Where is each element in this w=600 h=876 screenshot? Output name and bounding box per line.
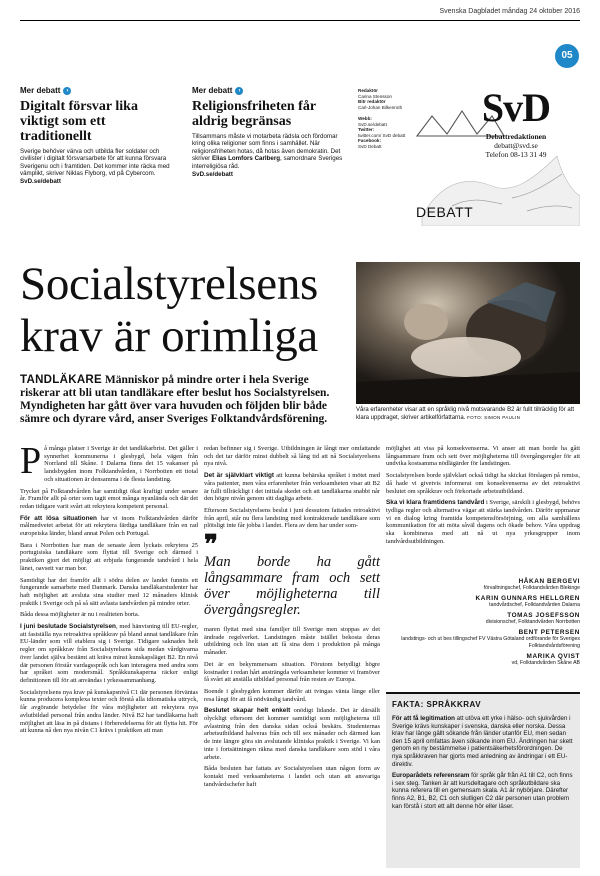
photo-credit: FOTO: SIMON PAULIN — [467, 415, 521, 421]
teaser-kicker: Mer debatt › — [20, 86, 180, 95]
article-ingress: TANDLÄKARE Människor på mindre orter i hela Sverige riskerar att bli utan tandläkare efter beslut hos Socialstyrelsen. Myndigheten har gått över vara huvuden och följden blir både sämre och dyrare vård, anser Sveriges Folktandvårdsförening. — [20, 374, 330, 425]
masthead — [412, 86, 580, 226]
teaser-body: Sverige behöver värva och utbilda fler soldater och civilister i digitalt försvarsarbete för att kunna försvara Sverigenu och i framtiden. Det kommer inte räcka med vämplikt, skriver Niklas Flyborg, vd på Cybercom. — [20, 148, 170, 178]
fakta-box — [386, 692, 580, 868]
arrow-right-icon: › — [63, 87, 71, 95]
masthead-contact: Debattredaktionen debatt@svd.se Telefon 08-13 31 49 — [485, 132, 547, 159]
paragraph: Båda dessa möjligheter är nu i realiteten borta. — [20, 611, 140, 619]
dateline: Svenska Dagbladet måndag 24 oktober 2016 — [439, 8, 580, 15]
paragraph: Det är en bekymmersam situation. Förutom betydligt högre kostnader i redan hårt ansträngda verksamheter kommer vi framöver få svårt att anställa utbildad personal från resten av Europa. — [204, 660, 380, 684]
paragraph: För att lösa situationen har vi inom Folktandvården därför målmedvetet arbetat för att rekrytera färdiga tandläkare från en rad europeiska länder, bland annat Polen och Portugal. — [20, 514, 198, 538]
svd-logo: SvD — [481, 86, 551, 130]
paragraph: maren flyttat med sina familjer till Sverige men stoppas av det ändrade regelverket. Landstingen måste istället bekosta deras utbildning och lön utan att få sina dem i produktion på många månader. — [204, 626, 380, 657]
article-photo — [356, 262, 580, 404]
page-number-badge: 05 — [555, 44, 579, 68]
article-column-1 — [20, 440, 198, 739]
paragraph: möjlighet att visa på konsekvenserna. Vi anser att man borde ha gått långsammare fram och sett över möjligheterna till övergångsregler för att undvika kostsamma nödlägärder för landstingen. — [386, 445, 580, 468]
fakta-body: För att få legitimation att utöva ett yrke i hälso- och sjukvården i Sverige krävs kunskaper i svenska, danska eller norska. Dessa krav har länge gällt sökande från länder utanför EU, men sedan den 15 april omfattas även sökande inom EU. Ändringen har skett genom en ny bestämmelse i patientsäkerhetsförordningen. De nya språkkraven har gjorts med anledning av ändringar i ett EU-direktiv. Europarådets referensram för språk går från A1 till C2, och finns i sex steg. Tanken är att kursdeltagare och språkutbildare ska kunna referera till en gemensam skala. A1 är nybörjare. Därefter finns A2, B1, B2, C1 och slutligen C2 där personen utan problem kan förstå i stort ett allt denne hör eller läser. — [392, 715, 573, 810]
teaser-headline: Digitalt försvar lika viktigt som ett traditionellt — [20, 99, 138, 144]
article-column-3 — [386, 445, 580, 549]
paragraph: Beslutet skapar helt enkelt onödigt lidande. Det är därsällt olyckligt eftersom det kommer samtidigt som möjligheterna till avlastning från den danska sidan också beskärs. Studenternas arbetsutbildand halveras från och till sex månader och därmed kan de inte längre göra sin avslutande kliniska praktik i Sverige. Vi kan inte i fortsättningen räkna med danska tandläkare som stöd i våra arbete. — [204, 707, 380, 761]
paragraph: Socialstyrelsens nya krav på kunskapsnivå C1 där personen förväntas kunna producera komplexa texter och förstå alla idiomatiska uttryck, får avgörande betydelse för våra möjligheter att rekrytera nya avlutbildad personal från andra länder. Nivå B2 har tandläkarna haft möjlighet att läsa in på distans i förberedelserna för att flytta hit. För att kunna nå den nya nivån C1 krävs i praktiken att man — [20, 688, 198, 735]
paragraph: Bara i Norrbotten har man de senaste åren lyckats rekrytera 25 portugisiska tandläkare som flyttat till Sverige och därmed i praktiken gjort det möjligt att erbjuda fungerande tandvård i hela länet, oavsett var man bor. — [20, 541, 198, 572]
paragraph: Båda besluten har fattats av Socialstyrelsen utan någon form av kontakt med verksamheterna i landet och utan att ansvariga tandvårdschefer haft — [204, 765, 380, 788]
teaser-kicker: Mer debatt › — [192, 86, 347, 95]
paragraph: Det är självklart viktigt att kunna behärska språket i mötet med våra patienter, men våra erfarenheter från verksamheten visar att B2 är fullt tillräckligt i det initiala skedet och att tandläkarna snabbt når den högre nivån genom sitt dagliga arbete. — [204, 472, 380, 503]
paragraph: På många platser i Sverige är det tandläkarbrist. Det gäller i synnerhet kommunerna i glesbygd, hela vägen från Norrland till Skåne. I Dalarna finns det 15 vakanser på landsbygden inom Folktandvården, i Norrbotten ett tiotal och situationen är densamma i de flesta landsting. — [20, 440, 198, 483]
dropcap: P — [20, 440, 42, 482]
teaser-body: Tillsammans måste vi motarbeta rädsla och fördomar kring olika religioner som finns i samhället. När religionsfriheten hotas, då hotas även demokratin. Det skriver Elias Lomfors Carlberg, samordnare Sveriges interreligiösa råd. — [192, 133, 343, 170]
redaktion-info: Redaktör Carina Stensson Bitr redaktör Carl-Johan Bilkenroth Webb: SvD.se/debatt Twitter: twitter.com/ SvD debatt Facebook: SvD Debatt — [358, 88, 406, 149]
teaser-link[interactable]: SvD.se/debatt — [20, 177, 61, 185]
paragraph: Ska vi klara framtidens tandvård i Sverige, särskilt i glesbygd, behövs tydliga regler och alternativa vägar att stärka tandvården. Därför uppmanar vi en dialog kring framtida kompetensförsörjning, om alla samhällens kommunikation för att möta såväl dagens och ökade behov. Våra uppdrag ska kombineras med att nå ut nya yrkesgrupper inom tandvårdsutbildningen. — [386, 499, 580, 545]
paragraph: Samtidigt har det framför allt i södra delen av landet funnits ett fungerande samarbete med Danmark. Danska tandläkarstudenter har haft möjlighet att avsluta sina studier med 12 månaders klinisk praktik i Sverige och på så sätt avlasta tandvården på mindre orter. — [20, 576, 198, 607]
signatures: HÅKAN BERGEVI förvaltningschef, Folktandvården Blekinge KARIN GUNNARS HELLGREN tandvårdschef, Folktandvården Dalarna TOMAS JOSEFSSON divisionschef, Folktandvården Norrbotten BENT PETERSEN landstings- och ut bes tillingschef FV Västra Götaland ordförande för Sveriges Folktandvårdsförening MARIKA QVIST vd, Folktandvården Skåne AB — [401, 578, 580, 666]
article-headline: Socialstyrelsens krav är orimliga — [20, 258, 319, 362]
teaser-headline: Religionsfriheten får aldrig begränsas — [192, 99, 316, 129]
photo-caption: Våra erfarenheter visar att en språklig nivå motsvarande B2 är fullt tillräcklig för att klara uppdraget, skriver artikelförfattarna. FOTO: SIMON PAULIN — [356, 407, 575, 422]
paragraph: Boende i glesbygden kommer därför att tvingas vänta länge eller resa långt för att få nödvändig tandvård. — [204, 687, 380, 703]
paragraph: Trycket på Folktandvården har samtidigt ökat kraftigt under senare år. Framför allt på orter som tagit emot många nyanlända och där det redan tidigare varit svårt att rekrytera kompetent personal. — [20, 487, 198, 510]
section-label: DEBATT — [416, 204, 474, 220]
paragraph: Socialstyrelsen borde självklart också tidigt ha skickat förslagen på remiss, då hade vi givetvis informerat om konsekvenserna av det retroaktivt beslutet om språkkrav och förkortade arbetsutbildand. — [386, 472, 580, 495]
paragraph: Eftersom Socialstyrelsens beslut i juni dessutom fattades retroaktivt från april, står nu flera landsting med kontrakterade tandläkare som plötsligt inte får jobba i landet. Flera av dem har under som- — [204, 506, 380, 530]
teaser-religionsfriheten[interactable] — [192, 86, 347, 178]
fakta-heading: FAKTA: SPRÅKKRAV — [392, 700, 482, 709]
quote-mark-icon: ❞ — [204, 530, 218, 560]
arrow-right-icon: › — [235, 87, 243, 95]
dentist-photo — [356, 262, 580, 404]
paragraph: I juni beslutade Socialstyrelsen, med hänvisning till EU-regler, att fastställa nya retroaktiva språkkrav på bland annat tandläkare från EU-länder som vill etablera sig i Sverige. Tidigare saknades helt regler om språkkrav från Socialstyrelsens sida medan vårdgivarna över landet själva bestämt att kräva minst kunskapsläget B2. En nivå där personen förstår vardagsspråk och kan interagera med andra som har språket som modersmål. Språkkunskaperna räcker enligt definitionen till för att användas i yrkessammanhang. — [20, 623, 198, 684]
header-rule — [20, 20, 580, 21]
teaser-link[interactable]: SvD.se/debatt — [192, 171, 233, 179]
article-column-2 — [204, 445, 380, 792]
paragraph: redan befinner sig i Sverige. Utbildningen är långt mer omfattande och det tar därför minst dubbelt så lång tid att nå Socialstyrelsens nya nivå. — [204, 445, 380, 468]
pull-quote: ❞ Man borde ha gått långsammare fram och sett över möjligheterna till övergångsregler. — [204, 530, 380, 619]
teaser-digitalt-forsvar[interactable] — [20, 86, 180, 185]
